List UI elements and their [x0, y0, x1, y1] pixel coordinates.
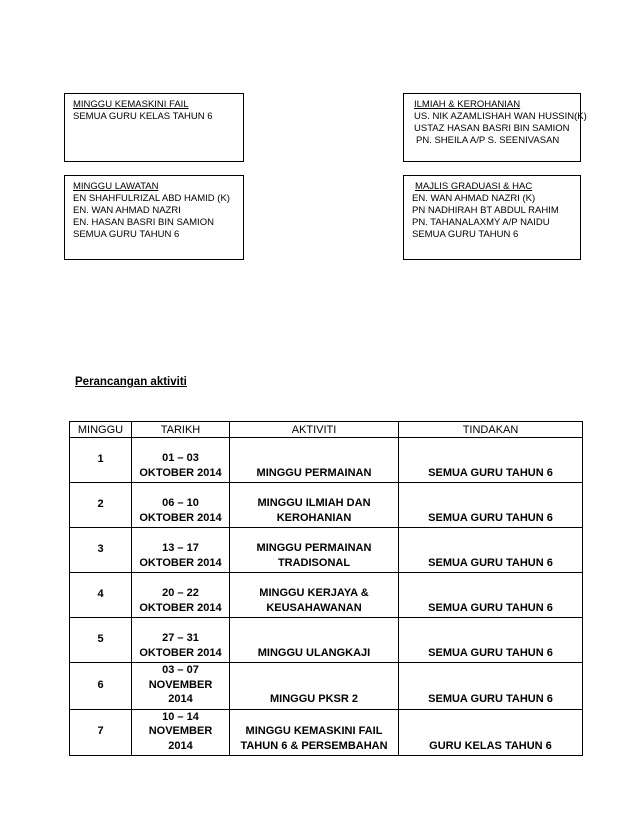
cell-line: NOVEMBER	[148, 678, 213, 691]
cell-tarikh	[132, 573, 230, 618]
cell-tindakan: GURU KELAS TAHUN 6	[399, 709, 583, 756]
header-aktiviti: AKTIVITI	[230, 422, 399, 438]
cell-line: MINGGU ULANGKAJI	[257, 646, 371, 659]
cell-line: KEROHANIAN	[276, 511, 352, 524]
cell-line: 2014	[168, 739, 193, 752]
header-tarikh: TARIKH	[132, 422, 230, 438]
cell-line: OKTOBER 2014	[139, 556, 222, 569]
box-line: PN NADHIRAH BT ABDUL RAHIM	[412, 205, 559, 216]
box-line: USTAZ HASAN BASRI BIN SAMION	[414, 123, 570, 134]
box-line: SEMUA GURU TAHUN 6	[412, 229, 519, 240]
cell-minggu: 3	[70, 528, 132, 573]
box-line: EN. WAN AHMAD NAZRI	[73, 205, 181, 216]
cell-line: MINGGU PERMAINAN	[256, 466, 372, 479]
cell-tindakan: SEMUA GURU TAHUN 6	[399, 573, 583, 618]
cell-minggu: 6	[70, 663, 132, 710]
cell-aktiviti	[230, 573, 399, 618]
cell-tarikh	[132, 663, 230, 710]
table-row	[70, 528, 583, 573]
cell-line: TRADISONAL	[277, 556, 351, 569]
cell-line: MINGGU KERJAYA &	[259, 587, 369, 599]
cell-tindakan: SEMUA GURU TAHUN 6	[399, 483, 583, 528]
cell-line: 01 – 03	[162, 452, 199, 464]
cell-line: OKTOBER 2014	[139, 646, 222, 659]
cell-minggu: 2	[70, 483, 132, 528]
table-row	[70, 438, 583, 483]
table-row	[70, 573, 583, 618]
cell-line: MINGGU PERMAINAN	[256, 542, 372, 554]
cell-line: KEUSAHAWANAN	[266, 601, 362, 614]
box-line: EN SHAHFULRIZAL ABD HAMID (K)	[73, 193, 230, 204]
cell-line: OKTOBER 2014	[139, 511, 222, 524]
cell-line: 10 – 14	[162, 710, 199, 723]
box-line: EN. WAN AHMAD NAZRI (K)	[412, 193, 536, 204]
box-line: SEMUA GURU TAHUN 6	[73, 229, 180, 240]
section-heading: Perancangan aktiviti	[75, 376, 187, 388]
table-row	[70, 709, 583, 756]
box-minggu-lawatan	[64, 175, 244, 260]
cell-aktiviti	[230, 483, 399, 528]
cell-minggu: 1	[70, 438, 132, 483]
cell-line: 27 – 31	[162, 632, 199, 644]
box-line: PN. TAHANALAXMY A/P NAIDU	[412, 217, 550, 228]
cell-line: OKTOBER 2014	[139, 601, 222, 614]
box-line: US. NIK AZAMLISHAH WAN HUSSIN(K)	[414, 111, 587, 122]
cell-aktiviti	[230, 438, 399, 483]
cell-aktiviti	[230, 618, 399, 663]
cell-tarikh	[132, 438, 230, 483]
box-title: MINGGU LAWATAN	[73, 181, 159, 192]
cell-line: 20 – 22	[162, 587, 199, 599]
activity-table	[69, 421, 583, 756]
table-row	[70, 618, 583, 663]
table-row	[70, 663, 583, 710]
cell-line: 03 – 07	[162, 664, 199, 676]
box-majlis-graduasi	[403, 175, 581, 260]
cell-line: 13 – 17	[162, 542, 199, 554]
header-tindakan: TINDAKAN	[399, 422, 583, 438]
header-minggu: MINGGU	[70, 422, 132, 438]
cell-line: MINGGU KEMASKINI FAIL	[245, 725, 383, 737]
cell-minggu: 4	[70, 573, 132, 618]
cell-line: MINGGU PKSR 2	[269, 693, 358, 705]
cell-tindakan: SEMUA GURU TAHUN 6	[399, 438, 583, 483]
cell-minggu: 7	[70, 709, 132, 756]
cell-tarikh	[132, 528, 230, 573]
cell-tindakan: SEMUA GURU TAHUN 6	[399, 618, 583, 663]
cell-line: NOVEMBER	[148, 725, 213, 737]
box-minggu-kemaskini-fail	[64, 93, 244, 162]
box-line: SEMUA GURU KELAS TAHUN 6	[73, 111, 213, 122]
cell-tarikh	[132, 709, 230, 756]
cell-tarikh	[132, 483, 230, 528]
cell-tarikh	[132, 618, 230, 663]
cell-aktiviti	[230, 709, 399, 756]
cell-aktiviti	[230, 528, 399, 573]
box-title: MAJLIS GRADUASI & HAC	[415, 181, 533, 192]
box-title: ILMIAH & KEROHANIAN	[414, 99, 521, 110]
cell-tindakan: SEMUA GURU TAHUN 6	[399, 663, 583, 710]
cell-line: 06 – 10	[162, 497, 199, 509]
box-line: EN. HASAN BASRI BIN SAMION	[73, 217, 214, 228]
cell-line: OKTOBER 2014	[139, 466, 222, 479]
box-title: MINGGU KEMASKINI FAIL	[73, 99, 189, 110]
table-header-row	[70, 422, 583, 438]
cell-tindakan: SEMUA GURU TAHUN 6	[399, 528, 583, 573]
cell-minggu: 5	[70, 618, 132, 663]
box-line: PN. SHEILA A/P S. SEENIVASAN	[416, 135, 560, 146]
cell-line: TAHUN 6 & PERSEMBAHAN	[240, 739, 388, 752]
box-ilmiah-kerohanian	[403, 93, 587, 162]
cell-aktiviti	[230, 663, 399, 710]
cell-line: MINGGU ILMIAH DAN	[257, 497, 371, 509]
table-row	[70, 483, 583, 528]
cell-line: 2014	[168, 693, 193, 705]
